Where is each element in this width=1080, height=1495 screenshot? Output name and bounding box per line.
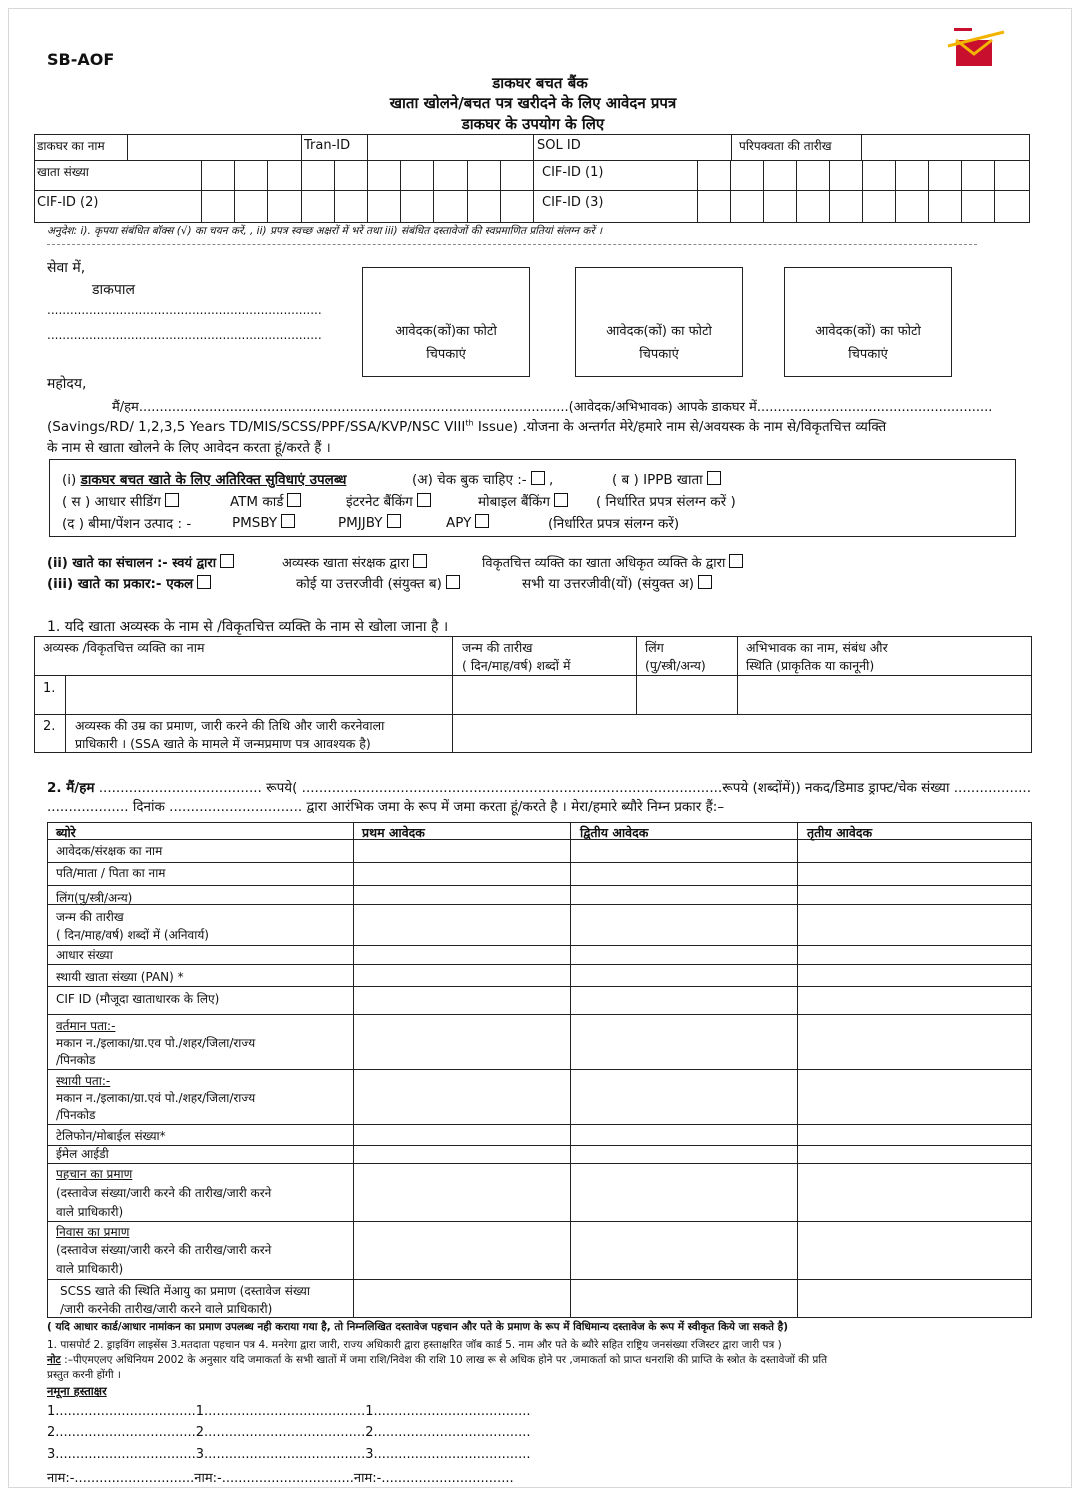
cif3-label: CIF-ID (3) xyxy=(542,195,604,210)
applicant-details-table: ब्योरे प्रथम आवेदक द्वितीय आवेदक तृतीय आवेदक आवेदक/संरक्षक का नाम पति/माता / पिता का नाम लिंग(पु/स्त्री/अन्य) जन्म की तारीख ( दिन/माह/वर्ष) शब्दों में (अनिवार्य) आधार संख्या स्थायी खाता संख्या (PAN) * CIF ID (मौजूदा खाताधारक के लिए) वर्तमान पता:- मकान न./इलाका/ग्रा.एव पो./शहर/जिला/राज्य /पिनकोड स्थायी पता:- मकान न./इलाका/ग्रा.एवं पो./शहर/जिला/राज्य /पिनकोड टेलिफोन/मोबाईल संख्या* ईमेल आईडी पहचान का प्रमाण (दस्तावेज संख्या/जारी करने की तारीख/जारी करने वाले प्राधिकारी) निवास का प्रमाण (दस्तावेज संख्या/जारी करने की तारीख/जारी करने वाले प्राधिकारी) SCSS खाते की स्थिति मेंआयु का प्रमाण (दस्तावेज संख्या /जारी करनेकी तारीख/जारी करने वाले प्राधिकारी) xyxy=(47,822,1032,1318)
pmjjby-checkbox[interactable] xyxy=(387,514,401,528)
section1-title: 1. यदि खाता अव्यस्क के नाम से /विकृतचित्त व्यक्ति के नाम से खोला जाना है । xyxy=(47,619,449,635)
photo-box-3[interactable]: आवेदक(कों) का फोटो चिपकाएं xyxy=(784,267,952,377)
form-code: SB-AOF xyxy=(47,50,115,69)
row-label: स्थायी खाता संख्या (PAN) * xyxy=(56,970,184,984)
row-label: जन्म की तारीख xyxy=(56,910,124,924)
row-label: निवास का प्रमाण xyxy=(56,1225,130,1239)
row-label: आवेदक/संरक्षक का नाम xyxy=(56,844,163,858)
cif1-label: CIF-ID (1) xyxy=(542,165,604,180)
account-no-label: खाता संख्या xyxy=(37,165,89,179)
row-label: लिंग(पु/स्त्री/अन्य) xyxy=(56,891,133,905)
signature-line-2[interactable]: 2..................................2.......................................2...................................... xyxy=(47,1425,531,1440)
type-single-checkbox[interactable] xyxy=(197,575,211,589)
address-line-1[interactable]: ........................................................................ xyxy=(47,303,322,317)
row-label: CIF ID (मौजूदा खाताधारक के लिए) xyxy=(56,992,220,1006)
row-label: SCSS खाते की स्थिति मेंआयु का प्रमाण (दस्तावेज संख्या xyxy=(60,1284,310,1298)
row-label: ( दिन/माह/वर्ष) शब्दों में (अनिवार्य) xyxy=(56,928,209,942)
photo-box-2[interactable]: आवेदक(कों) का फोटो चिपकाएं xyxy=(575,267,743,377)
row-label: स्थायी पता:- xyxy=(56,1074,111,1088)
row-label: मकान न./इलाका/ग्रा.एवं पो./शहर/जिला/राज्य xyxy=(56,1091,256,1105)
atm-card-checkbox[interactable] xyxy=(287,493,301,507)
row-label: /पिनकोड xyxy=(56,1053,96,1067)
row-label: वर्तमान पता:- xyxy=(56,1019,116,1033)
title-office-use: डाकघर के उपयोग के लिए xyxy=(461,115,605,133)
row-label: आधार संख्या xyxy=(56,948,113,962)
operate-guardian-checkbox[interactable] xyxy=(413,554,427,568)
mobile-banking-checkbox[interactable] xyxy=(554,493,568,507)
address-to: सेवा में, xyxy=(47,260,86,276)
section2-line-1: 2. मैं/हम ...................................... रूपये( ..................................................................................................रूपये (शब्दोंमें)) नकद/डिमाड ड्राफ्ट/चेक संख्या .................. xyxy=(47,780,1031,796)
pmsby-checkbox[interactable] xyxy=(281,514,295,528)
po-name-label: डाकघर का नाम xyxy=(37,139,105,153)
note-pmla: नोट :–पीएमएलए अधिनियम 2002 के अनुसार यदि जमाकर्ता के सभी खातों में जमा राशि/निवेश की राशि 10 लाख रू से अधिक होने पर ,जमाकर्ता को प्राप्त धनराशि की प्राप्ति के स्त्रोत के दस्तावेजों की प्रति xyxy=(47,1354,828,1366)
row-label: वाले प्राधिकारी) xyxy=(56,1262,124,1276)
cheque-book-checkbox[interactable] xyxy=(531,471,545,485)
operate-authorised-checkbox[interactable] xyxy=(729,554,743,568)
row-label: पति/माता / पिता का नाम xyxy=(56,866,166,880)
row-label: टेलिफोन/मोबाईल संख्या* xyxy=(56,1129,166,1143)
internet-banking-checkbox[interactable] xyxy=(417,493,431,507)
address-postmaster: डाकपाल xyxy=(92,282,135,298)
intro-line-3: के नाम से खाता खोलने के लिए आवेदन करता हूं/करते हैं । xyxy=(47,440,331,456)
maturity-date-label: परिपक्वता की तारीख xyxy=(739,139,832,153)
address-line-2[interactable]: ........................................................................ xyxy=(47,328,322,342)
aadhaar-seeding-checkbox[interactable] xyxy=(165,493,179,507)
signature-name-line[interactable]: नाम:-.............................नाम:-................................नाम:-................................ xyxy=(47,1471,514,1486)
note-documents: 1. पासपोर्ट 2. ड्राइविंग लाइसेंस 3.मतदाता पहचान पत्र 4. मनरेगा द्वारा जारी, राज्य अधिकारी द्वारा हस्ताक्षरित जॉब कार्ड 5. नाम और पते के ब्यौरे सहित राष्ट्रिय जनसंख्या रजिस्टर द्वारा जारी पत्र ) xyxy=(47,1339,782,1351)
divider xyxy=(47,244,977,245)
row-label: (दस्तावेज संख्या/जारी करने की तारीख/जारी करने xyxy=(56,1243,272,1257)
photo-box-1[interactable]: आवेदक(कों)का फोटो चिपकाएं xyxy=(362,267,530,377)
sol-id-label: SOL ID xyxy=(537,138,581,153)
type-joint-a-checkbox[interactable] xyxy=(698,575,712,589)
intro-line-1: मैं/हम........................................................................................................(आवेदक/अभिभावक) आपके डाकघर में......................................................... xyxy=(112,400,993,415)
row-label: ईमेल आईडी xyxy=(56,1147,109,1161)
instructions: अनुदेश: i). कृपया संबंधित बॉक्स (√) का चयन करें, , ii) प्रपत्र स्वच्छ अक्षरों में भरें तथा iii) संबंधित दस्तावेजों की स्वप्रमाणित प्रतियां संलग्न करें । xyxy=(47,225,603,237)
apy-checkbox[interactable] xyxy=(475,514,489,528)
facilities-box: (i) डाकघर बचत खाते के लिए अतिरिक्त सुविधाएं उपलब्ध (अ) चेक बुक चाहिए :- , ( ब ) IPPB खाता ( स ) आधार सीडिंग ATM कार्ड इंटरनेट बैंकिंग मोबाइल बैंकिंग ( निर्धारित प्रपत्र संलग्न करें ) (द ) बीमा/पेंशन उत्पाद : - PMSBY PMJJBY APY (निर्धारित प्रपत्र संलग्न करें) xyxy=(49,459,1016,537)
row-label: /पिनकोड xyxy=(56,1108,96,1122)
row-label: वाले प्राधिकारी) xyxy=(56,1205,124,1219)
row-label: पहचान का प्रमाण xyxy=(56,1167,133,1181)
title-bank: डाकघर बचत बैंक xyxy=(492,74,588,92)
section2-line-2: ................... दिनांक ............................... द्वारा आरंभिक जमा के रूप में जमा करता हूं/करते है । मेरा/हमारे ब्यौरे निम्न प्रकार हैं:– xyxy=(47,799,725,815)
operate-self-checkbox[interactable] xyxy=(220,554,234,568)
minor-table: अव्यस्क /विकृतचित्त व्यक्ति का नाम जन्म की तारीख ( दिन/माह/वर्ष) शब्दों में लिंग (पु/स्त्री/अन्य) अभिभावक का नाम, संबंध और स्थिति (प्राकृतिक या कानूनी) 1. 2. अव्यस्क की उम्र का प्रमाण, जारी करने की तिथि और जारी करनेवाला प्राधिकारी । (SSA खाते के मामले में जन्मप्रमाण पत्र आवश्यक है) xyxy=(34,636,1032,753)
row-label: /जारी करनेकी तारीख/जारी करने वाले प्राधिकारी) xyxy=(60,1302,273,1316)
salutation: महोदय, xyxy=(47,376,87,392)
type-joint-b-checkbox[interactable] xyxy=(446,575,460,589)
note-aadhaar: ( यदि आधार कार्ड/आधार नामांकन का प्रमाण उपलब्ध नही कराया गया है, तो निम्नलिखित दस्तावेज पहचान और पते के प्रमाण के रूप में विधिमान्य दस्तावेज के रूप में स्वीकृत किये जा सकते है) xyxy=(47,1321,789,1333)
row-label: (दस्तावेज संख्या/जारी करने की तारीख/जारी करने xyxy=(56,1186,272,1200)
signature-line-3[interactable]: 3..................................3.......................................3...................................... xyxy=(47,1447,531,1462)
intro-line-2: (Savings/RD/ 1,2,3,5 Years TD/MIS/SCSS/PPF/SSA/KVP/NSC VIIIth Issue) .योजना के अन्तर्गत मेरे/हमारे नाम से/अवयस्क के नाम से/विकृतचित्त व्यक्ति xyxy=(47,418,887,435)
note-pmla-2: प्रस्तुत करनी होंगी । xyxy=(47,1369,121,1381)
tran-id-label: Tran-ID xyxy=(304,138,351,153)
cif2-label: CIF-ID (2) xyxy=(37,195,99,210)
signature-line-1[interactable]: 1..................................1.......................................1...................................... xyxy=(47,1404,531,1419)
office-use-table xyxy=(34,134,1030,223)
title-form: खाता खोलने/बचत पत्र खरीदने के लिए आवेदन प्रपत्र xyxy=(389,94,677,112)
ippb-checkbox[interactable] xyxy=(707,471,721,485)
row-label: मकान न./इलाका/ग्रा.एव पो./शहर/जिला/राज्य xyxy=(56,1036,256,1050)
india-post-logo xyxy=(944,26,1012,68)
signature-title: नमूना हस्ताक्षर xyxy=(47,1384,107,1398)
